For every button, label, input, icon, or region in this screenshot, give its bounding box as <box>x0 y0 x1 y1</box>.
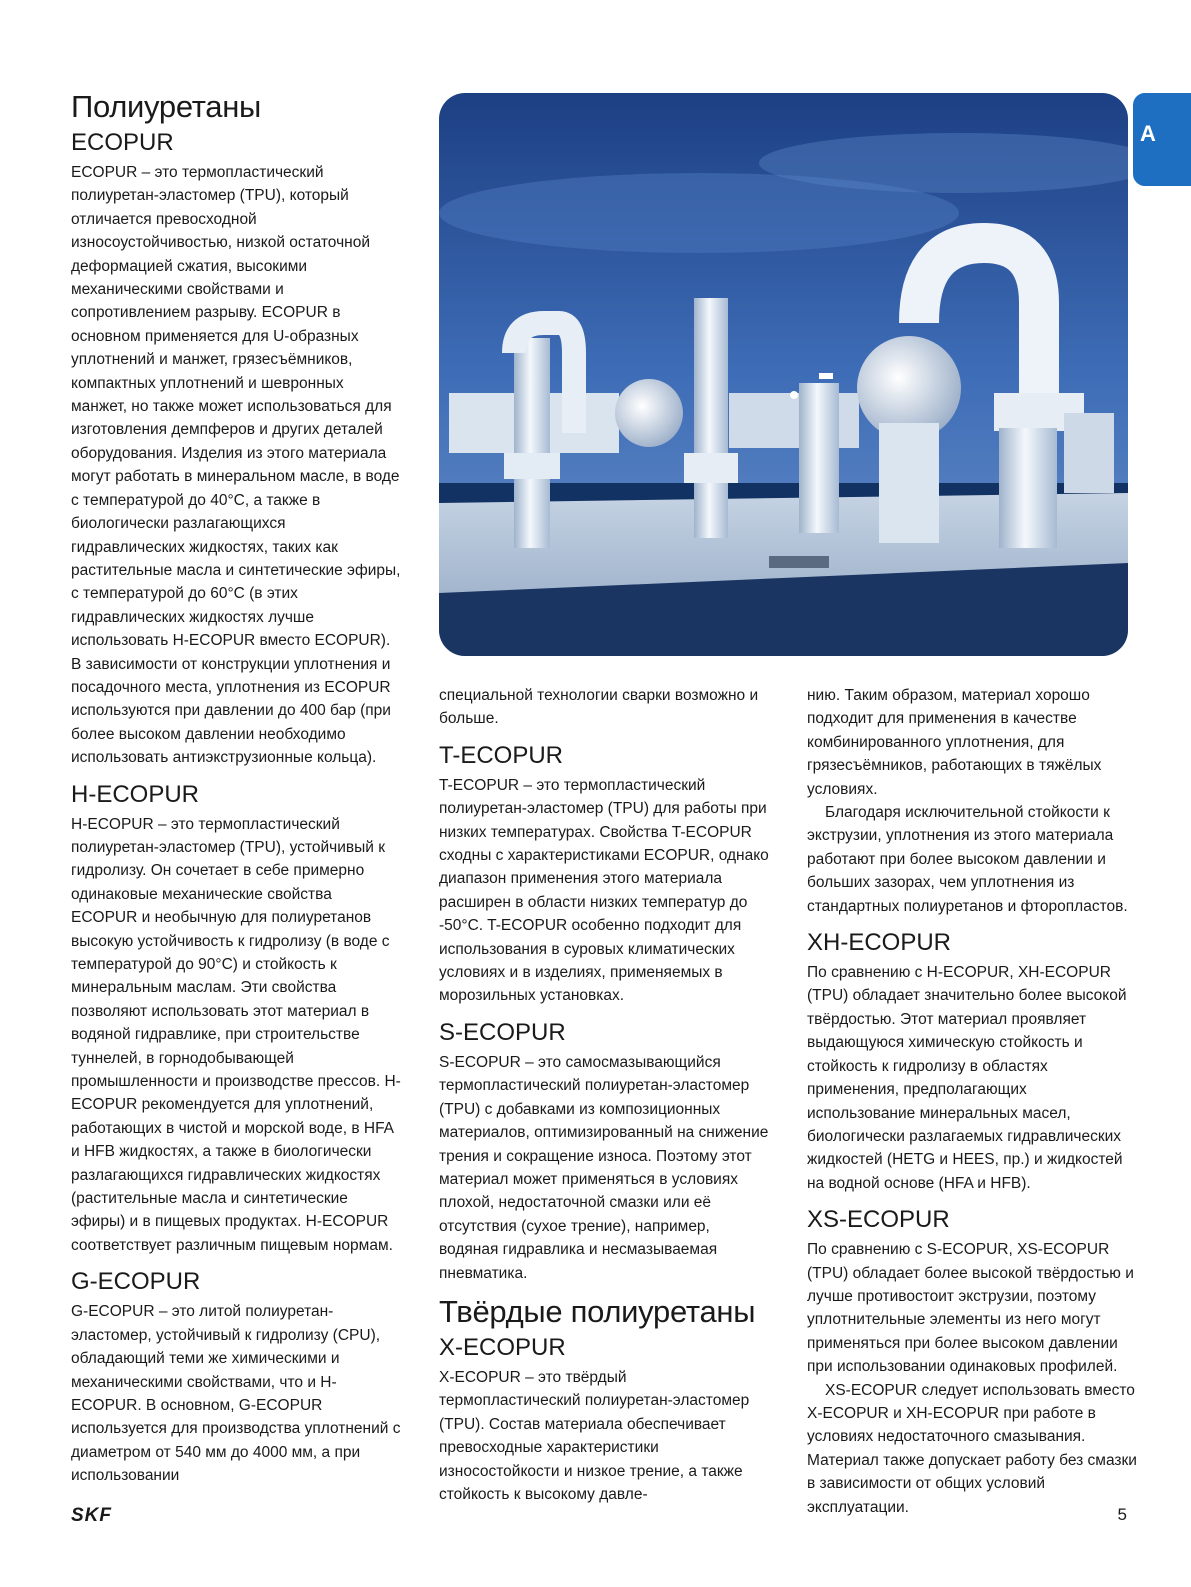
industrial-plant-photo <box>439 93 1128 656</box>
chapter-tab <box>1133 93 1191 186</box>
paragraph-g-ecopur-continued: специальной технологии сварки возможно и больше. <box>439 687 759 728</box>
paragraph-x-ecopur-continued: нию. Таким образом, материал хорошо подходит для применения в качестве комбинированного уплотнения, для грязесъёмников, работающих в тяжёлых условиях. <box>807 687 1102 798</box>
heading-h-ecopur: H-ECOPUR <box>71 780 200 808</box>
paragraph-s-ecopur: S-ECOPUR – это самосмазывающийся термопластический полиуретан-эластомер (TPU) с добавками из композиционных материалов, оптимизированный на снижение трения и сокращение износа. Поэтому этот материал может применяться в условиях плохой, недостаточной смазки или её отсутствия (сухое трение), например, водяная гидравлика и несмазываемая пневматика. <box>439 1053 769 1282</box>
paragraph-h-ecopur: H-ECOPUR – это термопластический полиуретан-эластомер (TPU), устойчивый к гидролизу. Он сочетает в себе примерно одинаковые механические свойства ECOPUR и необычную для полиуретанов высокую устойчивость к гидролизу (в воде с температурой до 90°C) и стойкость к минеральным маслам. Эти свойства позволяют использовать этот материал в водяной гидравлике, при строительстве туннелей, в горнодобывающей промышленности и производстве прессов. H-ECOPUR рекомендуется для уплотнений, работающих в чистой и морской воде, в HFA и HFB жидкостях, а также в биологически разлагающихся гидравлических жидкостях (растительные масла и синтетические эфиры) и в пищевых продуктах. H-ECOPUR соответствует различным пищевым нормам. <box>71 815 401 1254</box>
paragraph-xs-ecopur: По сравнению с S-ECOPUR, XS-ECOPUR (TPU) обладает более высокой твёрдостью и лучше противостоит экструзии, поэтому уплотнительные элементы из него могут применяться при более высоком давлении при использовании одинаковых профилей. <box>807 1241 1134 1376</box>
heading-g-ecopur: G-ECOPUR <box>71 1268 201 1296</box>
text-column-1 <box>71 88 401 1488</box>
paragraph-ecopur: ECOPUR – это термопластический полиуретан-эластомер (TPU), который отличается превосходной износоустойчивостью, низкой остаточной деформацией сжатия, высокими механическими свойствами и сопротивлением разрыву. ECOPUR в основном применяется для U-образных уплотнений и манжет, грязесъёмников, компактных уплотнений и шевронных манжет, но также может использоваться для изготовления демпферов и других деталей оборудования. Изделия из этого материала могут работать в минеральном масле, в воде с температурой до 40°C, а также в биологически разлагающихся гидравлических жидкостях, таких как растительные масла и синтетические эфиры, с температурой до 60°C (в этих гидравлических жидкостях лучше использовать H-ECOPUR вместо ECOPUR). В зависимости от конструкции уплотнения и посадочного места, уплотнения из ECOPUR используются при давлении до 400 бар (при более высоком давлении необходимо использовать антиэкструзионные кольца). <box>71 164 401 767</box>
section-title-hard-polyurethanes: Твёрдые полиуретаны <box>439 1293 756 1329</box>
text-column-3 <box>807 684 1137 1519</box>
heading-xh-ecopur: XH-ECOPUR <box>807 929 952 957</box>
heading-ecopur: ECOPUR <box>71 129 174 156</box>
section-title-polyurethanes: Полиуретаны <box>71 89 262 124</box>
paragraph-x-ecopur-extrusion: Благодаря исключительной стойкости к экструзии, уплотнения из этого материала работают при более высоком давлении и больших зазорах, чем уплотнения из стандартных полиуретанов и фторопластов. <box>807 804 1128 915</box>
heading-t-ecopur: T-ECOPUR <box>439 741 564 769</box>
svg-text:SKF: SKF <box>71 1506 112 1524</box>
heading-xs-ecopur: XS-ECOPUR <box>807 1206 950 1234</box>
paragraph-x-ecopur: X-ECOPUR – это твёрдый термопластический полиуретан-эластомер (TPU). Состав материала обеспечивает превосходные характеристики износостойкости и низкое трение, а также стойкость к высокому давле- <box>439 1368 750 1503</box>
skf-logo <box>71 1506 129 1524</box>
text-column-2 <box>439 684 769 1506</box>
skf-logo-mark <box>71 1506 129 1524</box>
paragraph-xh-ecopur: По сравнению с H-ECOPUR, XH-ECOPUR (TPU) обладает значительно более высокой твёрдостью. Этот материал проявляет выдающуюся химическую стойкость и стойкость к гидролизу в областях применения, предполагающих использование минеральных масел, биологически разлагаемых гидравлических жидкостей (HETG и HEES, пр.) и жидкостей на водной основе (HFA и HFB). <box>807 964 1127 1192</box>
paragraph-t-ecopur: T-ECOPUR – это термопластический полиуретан-эластомер (TPU) для работы при низких температурах. Свойства T-ECOPUR сходны с характеристиками ECOPUR, однако диапазон применения этого материала расширен в области низких температур до -50°C. T-ECOPUR особенно подходит для использования в суровых климатических условиях и в изделиях, применяемых в морозильных установках. <box>439 776 769 1005</box>
heading-x-ecopur: X-ECOPUR <box>439 1333 566 1361</box>
paragraph-xs-ecopur-usage: XS-ECOPUR следует использовать вместо X-ECOPUR и XH-ECOPUR при работе в условиях недостаточного смазывания. Материал также допускает работу без смазки в зависимости от общих условий эксплуатации. <box>807 1381 1137 1516</box>
paragraph-g-ecopur: G-ECOPUR – это литой полиуретан-эластомер, устойчивый к гидролизу (CPU), обладающий теми же химическими и механическими свойствами, что и H-ECOPUR. В основном, G-ECOPUR используется для производства уплотнений с диаметром от 540 мм до 4000 мм, а при использовании <box>71 1303 401 1485</box>
page-number: 5 <box>1117 1505 1127 1524</box>
heading-s-ecopur: S-ECOPUR <box>439 1018 566 1046</box>
industrial-piping-plant-image <box>439 93 1128 656</box>
chapter-tab-letter: A <box>1140 121 1156 146</box>
